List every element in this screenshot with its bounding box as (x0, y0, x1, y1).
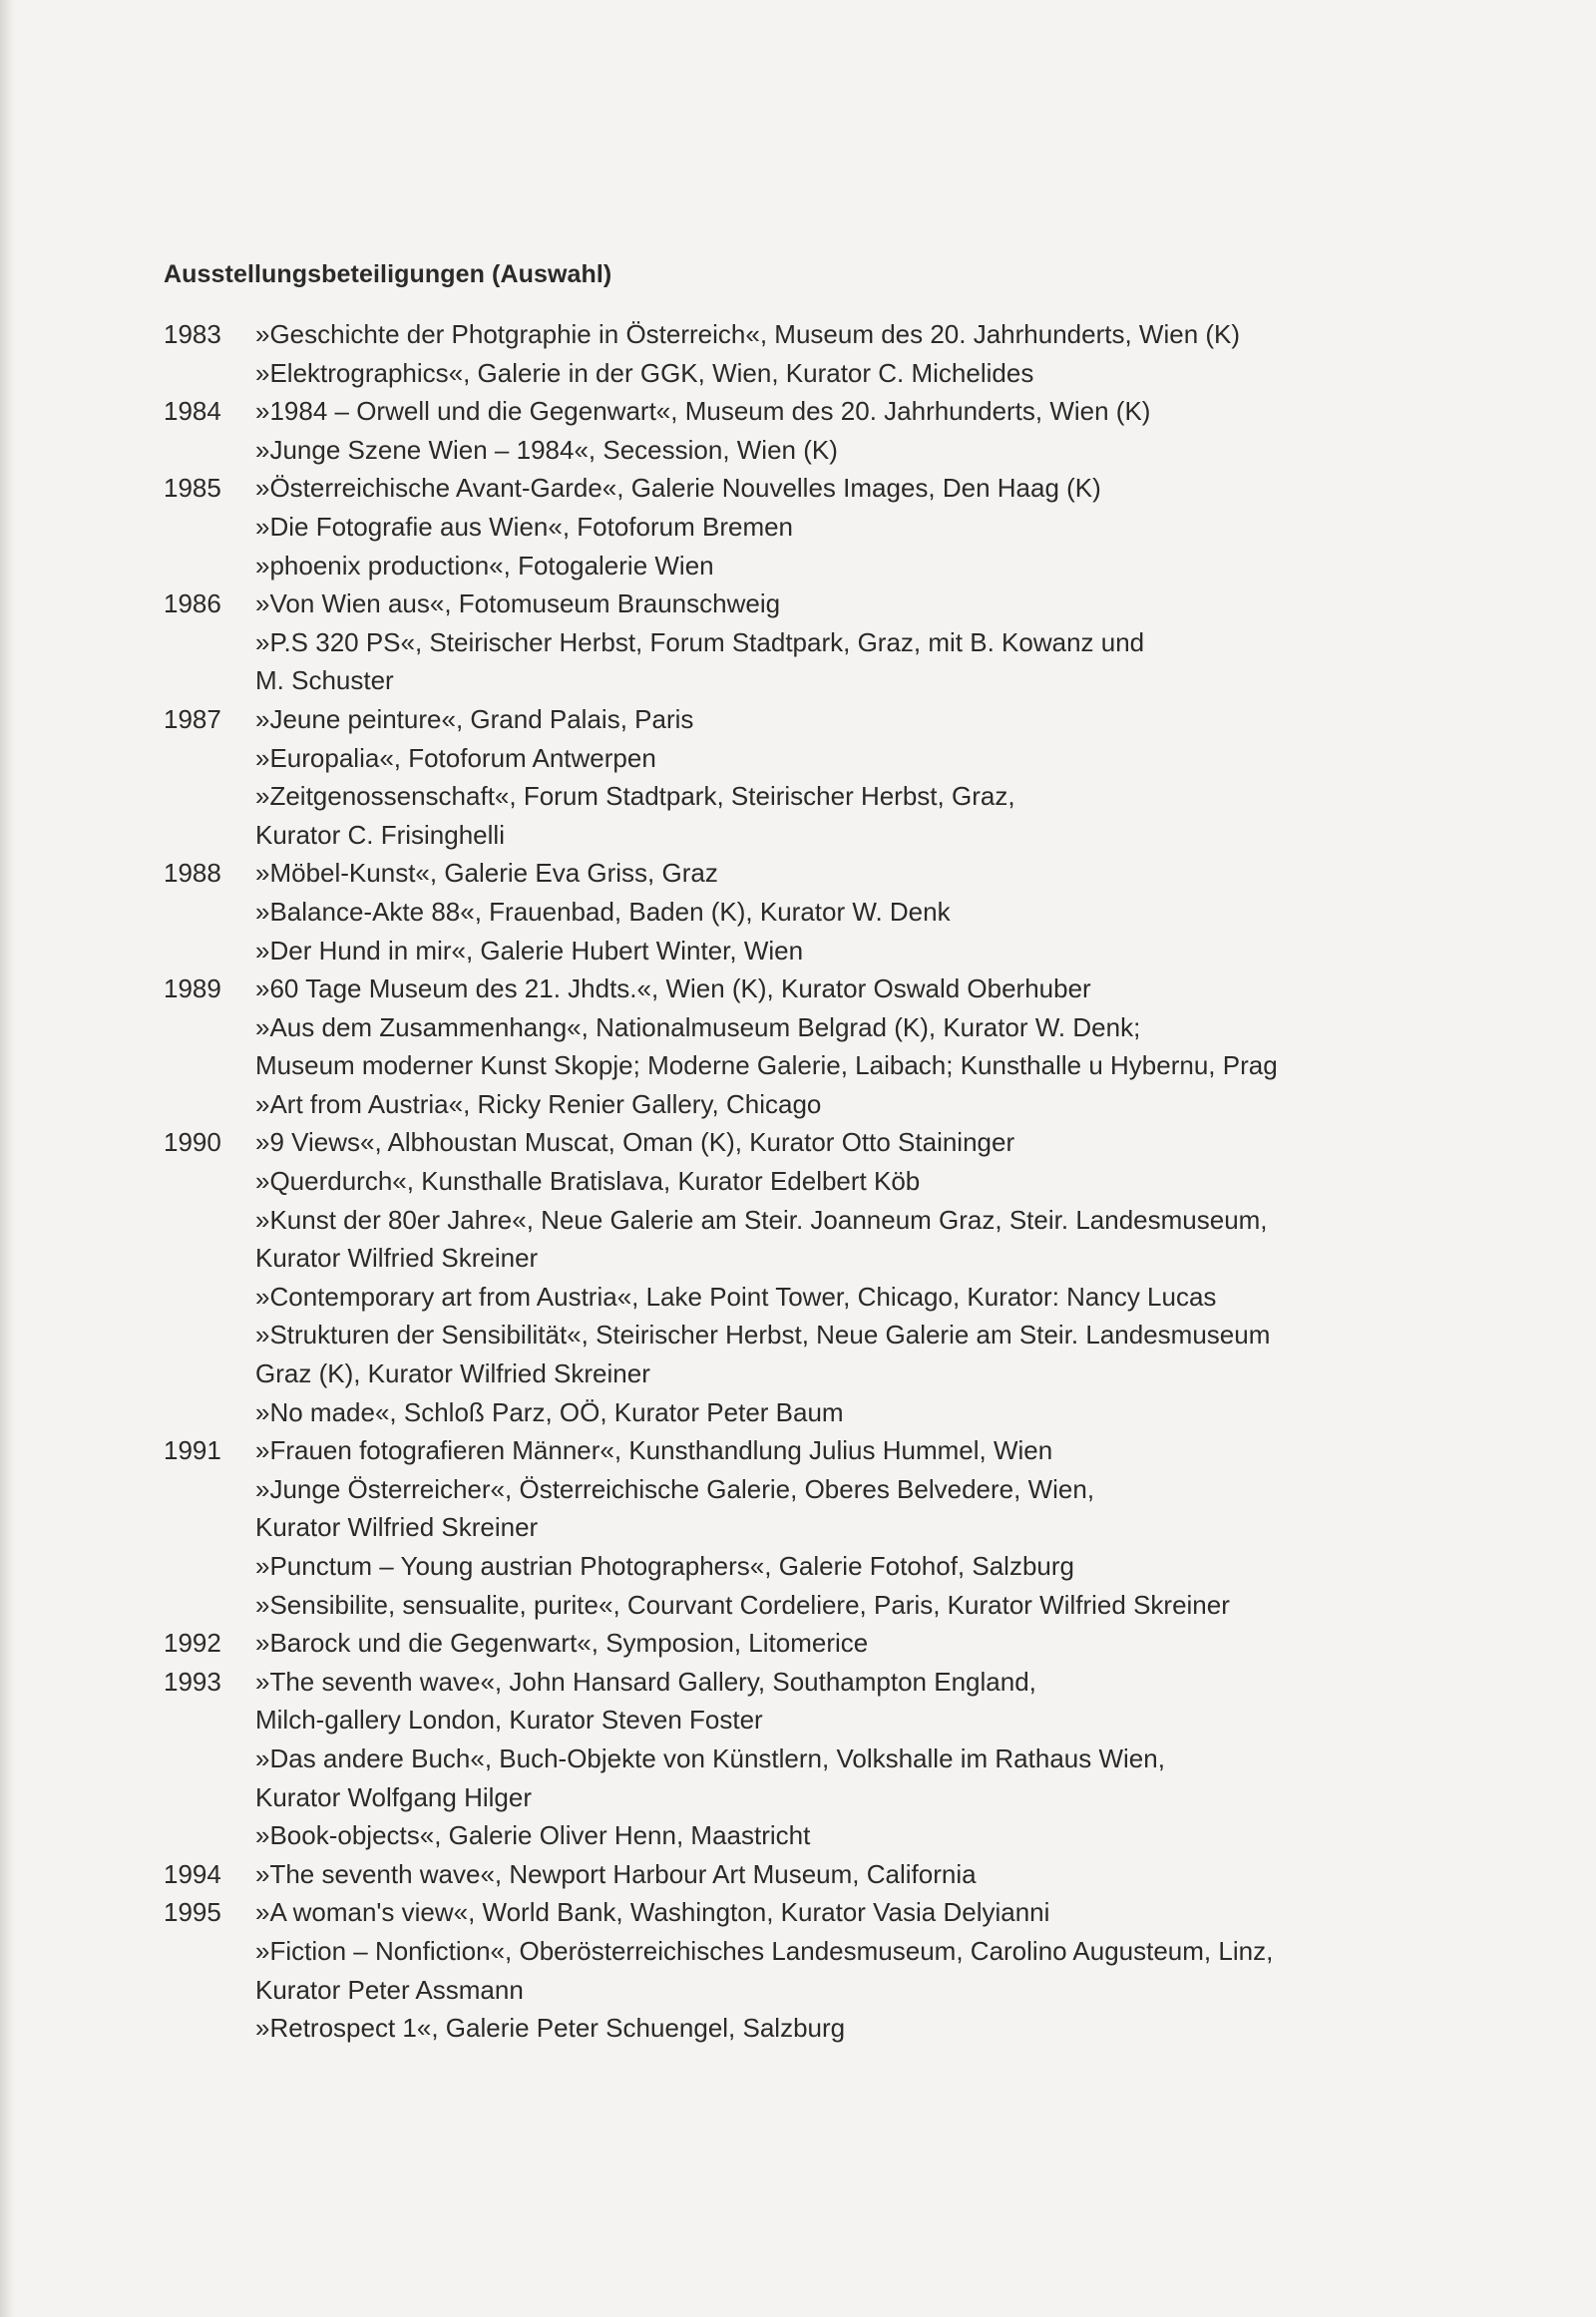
exhibition-text: »Europalia«, Fotoforum Antwerpen (255, 742, 656, 773)
year-label: 1984 (164, 396, 221, 427)
exhibition-line (164, 1778, 1410, 1817)
page-edge-shadow (0, 0, 14, 2317)
exhibition-line (164, 700, 1410, 739)
exhibition-line (164, 1354, 1410, 1393)
exhibition-text: Kurator Peter Assmann (255, 1974, 524, 2005)
exhibition-text: »P.S 320 PS«, Steirischer Herbst, Forum Stadtpark, Graz, mit B. Kowanz und (255, 626, 1145, 657)
exhibition-line (164, 508, 1410, 547)
exhibition-line (164, 1278, 1410, 1317)
exhibition-text: Graz (K), Kurator Wilfried Skreiner (255, 1358, 650, 1389)
exhibition-text: »Retrospect 1«, Galerie Peter Schuengel, Salzburg (255, 2013, 846, 2044)
exhibition-text: »Elektrographics«, Galerie in der GGK, Wien, Kurator C. Michelides (255, 357, 1034, 388)
exhibition-line (164, 1971, 1410, 2010)
year-label: 1990 (164, 1127, 221, 1158)
exhibition-line (164, 547, 1410, 585)
exhibition-line (164, 1816, 1410, 1855)
exhibition-line (164, 893, 1410, 932)
exhibition-line (164, 1586, 1410, 1625)
exhibition-text: »Balance-Akte 88«, Frauenbad, Baden (K), Kurator W. Denk (255, 896, 951, 927)
exhibition-text: »9 Views«, Albhoustan Muscat, Oman (K), Kurator Otto Staininger (255, 1127, 1015, 1158)
year-block (164, 1855, 1410, 1894)
exhibition-text: Kurator C. Frisinghelli (255, 819, 505, 850)
exhibition-line (164, 1008, 1410, 1047)
exhibition-text: »Barock und die Gegenwart«, Symposion, Litomerice (255, 1628, 869, 1659)
exhibition-line (164, 969, 1410, 1008)
year-label: 1992 (164, 1628, 221, 1659)
exhibition-line (164, 1431, 1410, 1470)
year-block (164, 1893, 1410, 2047)
exhibition-line (164, 1893, 1410, 1932)
exhibition-text: »Geschichte der Photgraphie in Österreich«, Museum des 20. Jahrhunderts, Wien (K) (255, 319, 1241, 349)
year-block (164, 969, 1410, 1123)
exhibition-text: »The seventh wave«, John Hansard Gallery, Southampton England, (255, 1666, 1036, 1697)
exhibition-line (164, 1932, 1410, 1971)
exhibition-text: »Strukturen der Sensibilität«, Steirischer Herbst, Neue Galerie am Steir. Landesmuseum (255, 1320, 1271, 1351)
exhibition-text: »A woman's view«, World Bank, Washington, Kurator Vasia Delyianni (255, 1897, 1050, 1928)
year-block (164, 392, 1410, 469)
year-label: 1988 (164, 858, 221, 889)
exhibition-line (164, 469, 1410, 508)
exhibition-text: Kurator Wilfried Skreiner (255, 1512, 539, 1543)
exhibition-text: »Von Wien aus«, Fotomuseum Braunschweig (255, 588, 781, 619)
exhibition-text: M. Schuster (255, 665, 394, 696)
year-block (164, 700, 1410, 854)
exhibition-text: »Zeitgenossenschaft«, Forum Stadtpark, Steirischer Herbst, Graz, (255, 781, 1015, 812)
exhibition-text: »Aus dem Zusammenhang«, Nationalmuseum Belgrad (K), Kurator W. Denk; (255, 1011, 1141, 1042)
exhibition-text: »Punctum – Young austrian Photographers«, Galerie Fotohof, Salzburg (255, 1551, 1074, 1581)
exhibition-line (164, 1739, 1410, 1778)
exhibition-entries (164, 315, 1410, 2048)
exhibition-line (164, 1046, 1410, 1085)
year-label: 1993 (164, 1666, 221, 1697)
exhibition-text: »phoenix production«, Fotogalerie Wien (255, 550, 714, 580)
exhibition-line (164, 584, 1410, 623)
year-label: 1987 (164, 703, 221, 734)
exhibition-text: »Querdurch«, Kunsthalle Bratislava, Kurator Edelbert Köb (255, 1166, 921, 1197)
year-label: 1985 (164, 473, 221, 504)
exhibition-line (164, 1855, 1410, 1894)
exhibition-text: »60 Tage Museum des 21. Jhdts.«, Wien (K), Kurator Oswald Oberhuber (255, 973, 1091, 1004)
exhibition-text: »No made«, Schloß Parz, OÖ, Kurator Peter Baum (255, 1396, 844, 1427)
exhibition-text: »Kunst der 80er Jahre«, Neue Galerie am Steir. Joanneum Graz, Steir. Landesmuseum, (255, 1204, 1268, 1235)
exhibition-text: »The seventh wave«, Newport Harbour Art Museum, California (255, 1858, 977, 1889)
exhibition-line (164, 1470, 1410, 1509)
exhibition-text: Kurator Wolfgang Hilger (255, 1781, 532, 1812)
year-label: 1994 (164, 1858, 221, 1889)
exhibition-line (164, 1624, 1410, 1663)
exhibition-line (164, 1547, 1410, 1586)
exhibition-line (164, 1393, 1410, 1432)
exhibition-text: »Fiction – Nonfiction«, Oberösterreichisches Landesmuseum, Carolino Augusteum, Linz, (255, 1935, 1274, 1966)
exhibition-text: »Jeune peinture«, Grand Palais, Paris (255, 703, 694, 734)
year-label: 1989 (164, 973, 221, 1004)
year-block (164, 1663, 1410, 1855)
year-label: 1991 (164, 1435, 221, 1466)
exhibition-text: »Österreichische Avant-Garde«, Galerie Nouvelles Images, Den Haag (K) (255, 473, 1101, 504)
year-label: 1995 (164, 1897, 221, 1928)
exhibition-line (164, 392, 1410, 431)
exhibition-text: »Contemporary art from Austria«, Lake Point Tower, Chicago, Kurator: Nancy Lucas (255, 1281, 1217, 1312)
exhibition-text: »Der Hund in mir«, Galerie Hubert Winter, Wien (255, 935, 804, 965)
exhibition-text: »Junge Szene Wien – 1984«, Secession, Wien (K) (255, 434, 838, 465)
exhibition-line (164, 661, 1410, 700)
year-label: 1986 (164, 588, 221, 619)
exhibition-line (164, 315, 1410, 354)
exhibition-text: »Das andere Buch«, Buch-Objekte von Künstlern, Volkshalle im Rathaus Wien, (255, 1742, 1165, 1773)
exhibition-line (164, 1085, 1410, 1124)
exhibition-line (164, 932, 1410, 970)
year-label: 1983 (164, 319, 221, 349)
exhibition-line (164, 739, 1410, 778)
exhibition-line (164, 1316, 1410, 1354)
exhibition-text: »Book-objects«, Galerie Oliver Henn, Maastricht (255, 1820, 811, 1851)
exhibition-text: »1984 – Orwell und die Gegenwart«, Museum des 20. Jahrhunderts, Wien (K) (255, 396, 1151, 427)
year-block (164, 1123, 1410, 1431)
exhibition-list-page (164, 259, 1410, 2048)
exhibition-line (164, 2009, 1410, 2048)
exhibition-line (164, 854, 1410, 893)
exhibition-text: »Sensibilite, sensualite, purite«, Courvant Cordeliere, Paris, Kurator Wilfried Skreiner (255, 1589, 1230, 1620)
exhibition-text: »Junge Österreicher«, Österreichische Galerie, Oberes Belvedere, Wien, (255, 1473, 1095, 1504)
exhibition-text: »Möbel-Kunst«, Galerie Eva Griss, Graz (255, 858, 718, 889)
exhibition-line (164, 1201, 1410, 1240)
exhibition-line (164, 1701, 1410, 1739)
exhibition-text: Museum moderner Kunst Skopje; Moderne Galerie, Laibach; Kunsthalle u Hybernu, Prag (255, 1050, 1278, 1081)
exhibition-text: Milch-gallery London, Kurator Steven Foster (255, 1705, 763, 1736)
exhibition-text: »Art from Austria«, Ricky Renier Gallery, Chicago (255, 1088, 822, 1119)
exhibition-text: »Frauen fotografieren Männer«, Kunsthandlung Julius Hummel, Wien (255, 1435, 1053, 1466)
exhibition-line (164, 623, 1410, 662)
year-block (164, 584, 1410, 700)
exhibition-text: »Die Fotografie aus Wien«, Fotoforum Bremen (255, 511, 794, 542)
exhibition-line (164, 1162, 1410, 1201)
exhibition-line (164, 816, 1410, 855)
year-block (164, 1624, 1410, 1663)
exhibition-line (164, 354, 1410, 393)
section-heading: Ausstellungsbeteiligungen (Auswahl) (164, 260, 612, 288)
year-block (164, 1431, 1410, 1624)
year-block (164, 854, 1410, 969)
exhibition-line (164, 1239, 1410, 1278)
exhibition-text: Kurator Wilfried Skreiner (255, 1243, 539, 1274)
exhibition-line (164, 1508, 1410, 1547)
year-block (164, 469, 1410, 584)
exhibition-line (164, 1663, 1410, 1702)
exhibition-line (164, 431, 1410, 470)
exhibition-line (164, 1123, 1410, 1162)
exhibition-line (164, 777, 1410, 816)
year-block (164, 315, 1410, 392)
